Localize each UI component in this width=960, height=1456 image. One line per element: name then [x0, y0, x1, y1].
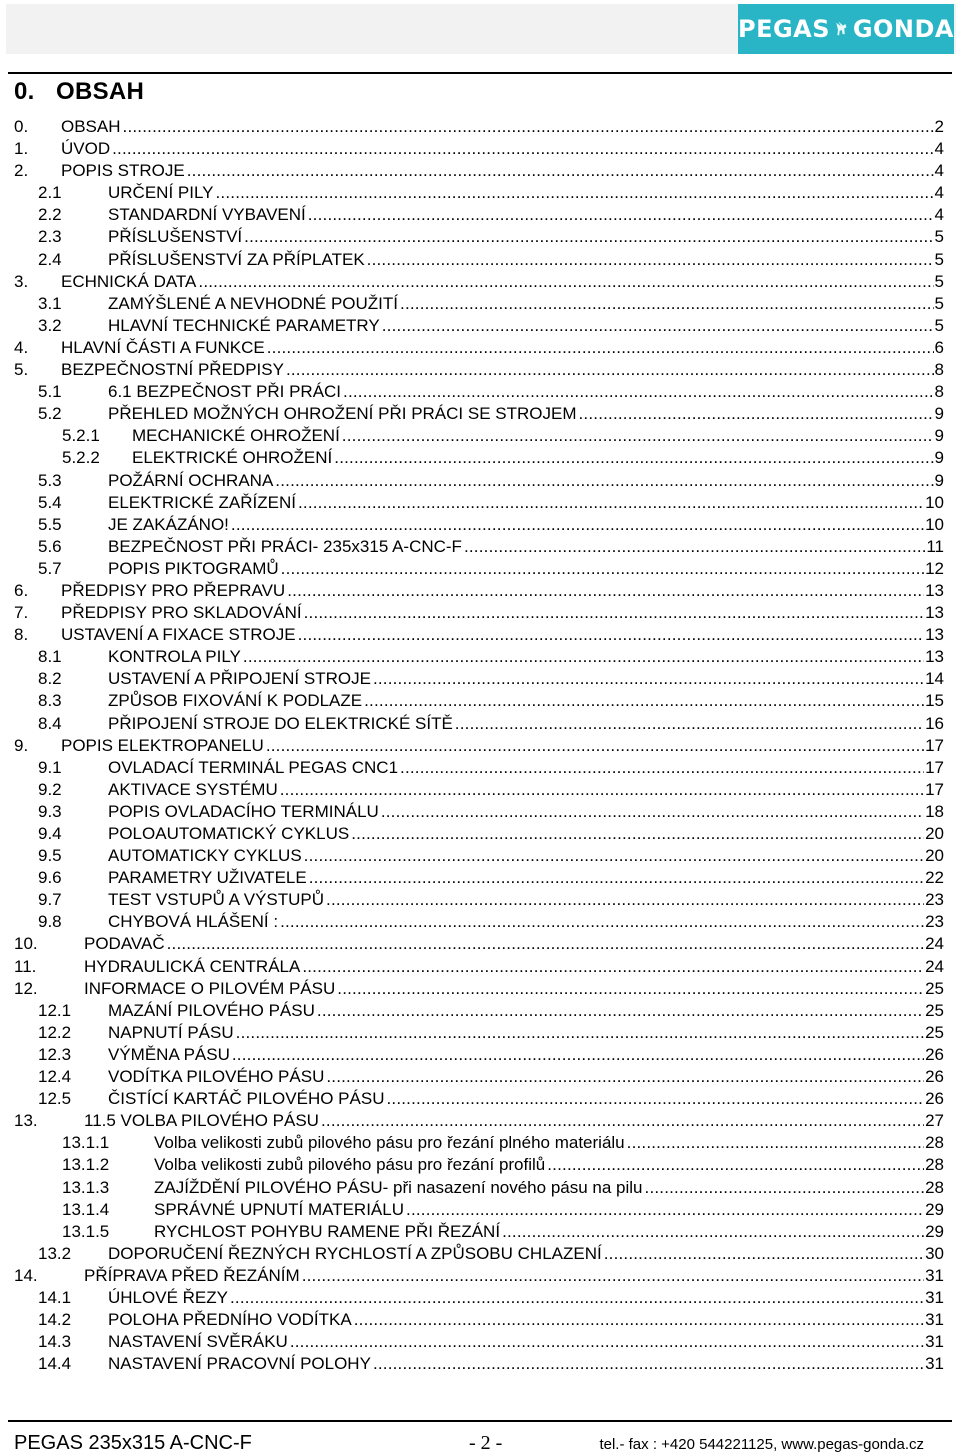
toc-entry-leader: [231, 514, 924, 536]
toc-entry[interactable]: [14, 1331, 944, 1353]
toc-entry-number: 5.2.1: [62, 426, 100, 446]
toc-entry-leader: [290, 1331, 924, 1353]
toc-entry-page: 11: [926, 536, 944, 556]
toc-entry[interactable]: [14, 249, 944, 271]
toc-entry-page: 13: [925, 580, 944, 600]
toc-entry-title: INFORMACE O PILOVÉM PÁSU: [84, 978, 336, 998]
title-rule: [8, 72, 952, 74]
toc-entry-leader: [280, 911, 924, 933]
page-title: [14, 78, 144, 106]
toc-entry[interactable]: [14, 1243, 944, 1265]
toc-entry-leader: [367, 249, 934, 271]
toc-entry[interactable]: [14, 1000, 944, 1022]
toc-entry-title: HLAVNÍ ČÁSTI A FUNKCE: [61, 337, 265, 357]
toc-entry-title: BEZPEČNOSTNÍ PŘEDPISY: [61, 360, 284, 380]
toc-entry-title: PODAVAČ: [84, 934, 165, 954]
toc-entry-page: 4: [934, 205, 944, 225]
toc-entry-leader: [275, 470, 933, 492]
toc-entry-leader: [334, 447, 933, 469]
toc-entry-number: 8.4: [38, 713, 62, 733]
toc-entry-leader: [627, 1132, 924, 1154]
toc-entry[interactable]: [14, 845, 944, 867]
toc-entry[interactable]: [14, 801, 944, 823]
toc-entry[interactable]: [14, 1022, 944, 1044]
toc-entry-title: POLOAUTOMATICKÝ CYKLUS: [108, 824, 350, 843]
toc-entry-title: NASTAVENÍ SVĚRÁKU: [108, 1332, 288, 1352]
toc-entry-number: 9.8: [38, 912, 62, 932]
toc-entry[interactable]: [14, 580, 944, 602]
toc-entry-page: 13: [925, 625, 944, 645]
toc-entry-title: ÚVOD: [61, 139, 111, 159]
toc-entry[interactable]: [14, 1353, 944, 1375]
toc-entry-title: VODÍTKA PILOVÉHO PÁSU: [108, 1067, 325, 1087]
toc-entry-title: PŘÍSLUŠENSTVÍ ZA PŘÍPLATEK: [108, 249, 365, 269]
toc-entry[interactable]: [14, 1154, 944, 1176]
toc-entry-page: 20: [925, 846, 944, 866]
toc-entry-leader: [236, 1022, 924, 1044]
toc-entry-page: 25: [925, 1022, 944, 1042]
footer-model: PEGAS 235x315 A-CNC-F: [14, 1432, 252, 1454]
toc-entry-number: 12.3: [38, 1044, 72, 1064]
toc-entry-number: 9.2: [38, 779, 62, 799]
toc-entry-page: 31: [925, 1287, 944, 1307]
toc-entry-number: 5.3: [38, 470, 62, 490]
toc-entry-number: 14.4: [38, 1354, 72, 1374]
toc-entry-title: Volba velikosti zubů pilového pásu pro řezání plného materiálu: [154, 1133, 625, 1153]
toc-entry-number: 13.: [14, 1111, 38, 1131]
toc-entry-page: 25: [925, 978, 944, 998]
toc-entry-title: PŘIPOJENÍ STROJE DO ELEKTRICKÉ SÍTĚ: [108, 713, 453, 733]
toc-entry-leader: [230, 1287, 924, 1309]
toc-entry-leader: [123, 116, 934, 138]
toc-entry-page: 24: [925, 956, 944, 976]
toc-entry-title: ECHNICKÁ DATA: [61, 271, 197, 291]
toc-entry-leader: [267, 337, 934, 359]
footer-rule: [8, 1420, 952, 1422]
toc-entry[interactable]: [14, 558, 944, 580]
toc-entry-page: 4: [934, 139, 944, 159]
toc-entry-number: 8.2: [38, 669, 62, 689]
toc-entry-number: 5.2.2: [62, 448, 100, 468]
toc-entry-leader: [317, 1000, 924, 1022]
toc-entry-page: 17: [925, 779, 944, 799]
toc-entry[interactable]: [14, 713, 944, 735]
toc-entry-page: 6: [934, 337, 944, 357]
toc-entry-number: 5.5: [38, 514, 62, 534]
toc-entry-number: 14.3: [38, 1332, 72, 1352]
toc-entry-title: POPIS ELEKTROPANELU: [61, 735, 264, 755]
toc-entry-leader: [351, 823, 924, 845]
toc-entry-page: 26: [925, 1044, 944, 1064]
toc-entry[interactable]: [14, 1044, 944, 1066]
toc-entry-page: 2: [934, 117, 944, 136]
toc-entry-title: Volba velikosti zubů pilového pásu pro řezání profilů: [154, 1155, 546, 1175]
toc-entry[interactable]: [14, 668, 944, 690]
toc-entry-page: 8: [934, 360, 944, 380]
toc-entry-title: HYDRAULICKÁ CENTRÁLA: [84, 956, 301, 976]
toc-entry-leader: [579, 403, 934, 425]
toc-entry-title: OVLADACÍ TERMINÁL PEGAS CNC1: [108, 757, 399, 777]
toc-entry[interactable]: [14, 1221, 944, 1243]
toc-entry-number: 2.1: [38, 183, 62, 203]
toc-entry-number: 12.2: [38, 1022, 72, 1042]
toc-entry[interactable]: [14, 293, 944, 315]
toc-entry-title: ZAMÝŠLENÉ A NEVHODNÉ POUŽITÍ: [108, 293, 399, 313]
toc-entry[interactable]: [14, 978, 944, 1000]
toc-entry-number: 7.: [14, 603, 29, 623]
footer-page-number: - 2 -: [469, 1432, 503, 1454]
toc-entry-page: 29: [925, 1221, 944, 1241]
toc-entry-page: 5: [934, 227, 944, 247]
toc-entry-number: 13.1.3: [62, 1177, 110, 1197]
toc-entry-page: 13: [925, 647, 944, 667]
toc-entry-title: AUTOMATICKY CYKLUS: [108, 846, 302, 866]
toc-entry-leader: [400, 293, 934, 315]
toc-entry-leader: [645, 1177, 925, 1199]
toc-entry-number: 8.1: [38, 647, 62, 667]
toc-entry[interactable]: [14, 779, 944, 801]
toc-entry-number: 8.3: [38, 691, 62, 711]
toc-entry[interactable]: [14, 757, 944, 779]
pegas-gonda-logo: [738, 4, 954, 54]
toc-entry-number: 1.: [14, 139, 29, 159]
toc-entry-leader: [298, 492, 924, 514]
toc-entry-title: JE ZAKÁZÁNO!: [108, 514, 229, 534]
toc-entry-leader: [382, 315, 934, 337]
toc-entry-title: POPIS STROJE: [61, 161, 185, 181]
toc-entry-number: 5.4: [38, 492, 62, 512]
toc-entry-leader: [455, 713, 924, 735]
toc-entry-leader: [304, 845, 924, 867]
logo-text-right: GONDA: [852, 15, 954, 43]
page-footer: [14, 1430, 924, 1456]
toc-entry-title: STANDARDNÍ VYBAVENÍ: [108, 205, 306, 225]
toc-entry-number: 2.4: [38, 249, 62, 269]
toc-entry-title: OBSAH: [61, 117, 121, 136]
toc-entry-leader: [287, 580, 924, 602]
toc-entry-title: NAPNUTÍ PÁSU: [108, 1022, 234, 1042]
toc-entry-title: PŘÍPRAVA PŘED ŘEZÁNÍM: [84, 1265, 300, 1285]
toc-entry-number: 9.: [14, 735, 29, 755]
toc-entry-page: 13: [925, 603, 944, 623]
toc-entry-title: MAZÁNÍ PILOVÉHO PÁSU: [108, 1000, 315, 1020]
toc-entry-page: 4: [934, 183, 944, 203]
toc-entry-title: ČISTÍCÍ KARTÁČ PILOVÉHO PÁSU: [108, 1089, 385, 1109]
toc-entry-page: 28: [925, 1177, 944, 1197]
toc-entry-page: 20: [925, 824, 944, 843]
toc-entry[interactable]: [14, 735, 944, 757]
toc-entry-title: URČENÍ PILY: [108, 183, 214, 203]
toc-entry-title: SPRÁVNÉ UPNUTÍ MATERIÁLU: [154, 1199, 405, 1219]
toc-entry-leader: [266, 735, 924, 757]
toc-entry[interactable]: [14, 1199, 944, 1221]
footer-contact: tel.- fax : +420 544221125, www.pegas-gonda.cz: [599, 1436, 924, 1453]
toc-entry[interactable]: [14, 911, 944, 933]
toc-entry[interactable]: [14, 602, 944, 624]
toc-entry-number: 3.2: [38, 315, 62, 335]
toc-entry-title: HLAVNÍ TECHNICKÉ PARAMETRY: [108, 315, 380, 335]
toc-entry-leader: [381, 801, 924, 823]
toc-entry-page: 31: [925, 1310, 944, 1330]
toc-entry-leader: [187, 160, 934, 182]
toc-entry-page: 9: [934, 404, 944, 424]
toc-entry-leader: [373, 1353, 924, 1375]
toc-entry-leader: [309, 867, 924, 889]
toc-entry[interactable]: [14, 1066, 944, 1088]
toc-entry-leader: [112, 138, 933, 160]
toc-entry-title: POŽÁRNÍ OCHRANA: [108, 470, 274, 490]
toc-entry[interactable]: [14, 182, 944, 204]
logo-text-left: PEGAS: [738, 15, 831, 43]
toc-entry-number: 12.5: [38, 1089, 72, 1109]
toc-entry-title: ELEKTRICKÉ ZAŘÍZENÍ: [108, 492, 296, 512]
toc-entry[interactable]: [14, 403, 944, 425]
toc-entry-page: 5: [934, 249, 944, 269]
toc-entry[interactable]: [14, 514, 944, 536]
toc-entry-title: KONTROLA PILY: [108, 647, 241, 667]
toc-entry-title: BEZPEČNOST PŘI PRÁCI- 235x315 A-CNC-F: [108, 536, 462, 556]
toc-entry-leader: [400, 757, 924, 779]
toc-entry[interactable]: [14, 226, 944, 248]
toc-entry[interactable]: [14, 933, 944, 955]
toc-entry-page: 8: [934, 382, 944, 402]
toc-entry-title: PARAMETRY UŽIVATELE: [108, 868, 307, 888]
toc-entry-leader: [167, 933, 924, 955]
toc-entry-number: 13.1.5: [62, 1221, 110, 1241]
toc-entry-page: 9: [934, 426, 944, 446]
toc-entry-number: 9.4: [38, 824, 62, 843]
toc-entry-leader: [302, 956, 924, 978]
toc-entry-number: 13.2: [38, 1243, 72, 1263]
page-title-number: 0.: [14, 78, 35, 105]
toc-entry-number: 12.: [14, 978, 38, 998]
toc-entry-leader: [337, 978, 924, 1000]
toc-entry-page: 28: [925, 1155, 944, 1175]
toc-entry[interactable]: [14, 1265, 944, 1287]
toc-entry-title: ZPŮSOB FIXOVÁNÍ K PODLAZE: [108, 691, 363, 711]
toc-entry[interactable]: [14, 1110, 944, 1132]
toc-entry-title: TEST VSTUPŮ A VÝSTUPŮ: [108, 890, 325, 910]
toc-entry-page: 22: [925, 868, 944, 888]
toc-entry-number: 6.: [14, 580, 29, 600]
toc-entry-title: POLOHA PŘEDNÍHO VODÍTKA: [108, 1310, 352, 1330]
toc-entry-page: 29: [925, 1199, 944, 1219]
toc-entry-title: PŘEDPISY PRO PŘEPRAVU: [61, 580, 286, 600]
toc-entry-number: 5.1: [38, 382, 62, 402]
toc-entry-number: 8.: [14, 625, 29, 645]
toc-entry-leader: [406, 1199, 924, 1221]
toc-entry[interactable]: [14, 1309, 944, 1331]
toc-entry-page: 5: [934, 293, 944, 313]
toc-entry[interactable]: [14, 447, 944, 469]
toc-entry-title: 11.5 VOLBA PILOVÉHO PÁSU: [84, 1111, 319, 1131]
toc-entry-leader: [302, 1265, 924, 1287]
toc-entry-title: POPIS OVLADACÍHO TERMINÁLU: [108, 801, 379, 821]
table-of-contents: [14, 116, 944, 1375]
toc-entry-leader: [286, 359, 934, 381]
toc-entry[interactable]: [14, 1132, 944, 1154]
toc-entry[interactable]: [14, 646, 944, 668]
toc-entry-page: 27: [925, 1111, 944, 1131]
toc-entry-page: 12: [925, 558, 944, 578]
toc-entry-leader: [354, 1309, 924, 1331]
toc-entry-page: 4: [934, 161, 944, 181]
toc-entry[interactable]: [14, 1088, 944, 1110]
toc-entry-title: NASTAVENÍ PRACOVNÍ POLOHY: [108, 1354, 371, 1374]
toc-entry-number: 14.: [14, 1265, 38, 1285]
toc-entry[interactable]: [14, 1287, 944, 1309]
toc-entry-page: 10: [925, 492, 944, 512]
toc-entry-leader: [232, 1044, 924, 1066]
toc-entry-title: PŘEHLED MOŽNÝCH OHROŽENÍ PŘI PRÁCI SE STROJEM: [108, 404, 577, 424]
toc-entry-number: 13.1.4: [62, 1199, 110, 1219]
toc-entry-title: USTAVENÍ A PŘIPOJENÍ STROJE: [108, 669, 371, 689]
toc-entry[interactable]: [14, 116, 944, 138]
toc-entry-number: 4.: [14, 337, 29, 357]
toc-entry-title: ELEKTRICKÉ OHROŽENÍ: [132, 448, 333, 468]
toc-entry-leader: [243, 646, 924, 668]
toc-entry-title: PŘÍSLUŠENSTVÍ: [108, 227, 243, 247]
toc-entry[interactable]: [14, 359, 944, 381]
toc-entry[interactable]: [14, 492, 944, 514]
toc-entry[interactable]: [14, 204, 944, 226]
toc-entry-page: 5: [934, 315, 944, 335]
toc-entry-title: CHYBOVÁ HLÁŠENÍ :: [108, 912, 279, 932]
toc-entry[interactable]: [14, 425, 944, 447]
toc-entry-number: 13.1.2: [62, 1155, 110, 1175]
toc-entry-number: 0.: [14, 117, 29, 136]
toc-entry-page: 18: [925, 801, 944, 821]
toc-entry-number: 5.: [14, 360, 29, 380]
toc-entry-leader: [198, 271, 933, 293]
toc-entry-number: 9.6: [38, 868, 62, 888]
toc-entry[interactable]: [14, 381, 944, 403]
toc-entry-leader: [244, 226, 933, 248]
toc-entry-number: 2.2: [38, 205, 62, 225]
toc-entry-title: 6.1 BEZPEČNOST PŘI PRÁCI: [108, 382, 342, 402]
toc-entry[interactable]: [14, 315, 944, 337]
toc-entry-page: 23: [925, 912, 944, 932]
toc-entry-page: 26: [925, 1089, 944, 1109]
toc-entry[interactable]: [14, 889, 944, 911]
toc-entry-page: 9: [934, 448, 944, 468]
toc-entry-leader: [386, 1088, 924, 1110]
toc-entry-leader: [464, 536, 925, 558]
toc-entry[interactable]: [14, 337, 944, 359]
toc-entry-leader: [364, 690, 924, 712]
toc-entry-leader: [326, 889, 924, 911]
toc-entry-page: 16: [925, 713, 944, 733]
toc-entry-page: 15: [925, 691, 944, 711]
toc-entry[interactable]: [14, 690, 944, 712]
toc-entry-title: PŘEDPISY PRO SKLADOVÁNÍ: [61, 603, 302, 623]
toc-entry-title: VÝMĚNA PÁSU: [108, 1044, 230, 1064]
toc-entry[interactable]: [14, 160, 944, 182]
toc-entry-title: AKTIVACE SYSTÉMU: [108, 779, 278, 799]
toc-entry-title: ZAJÍŽDĚNÍ PILOVÉHO PÁSU- při nasazení nového pásu na pilu: [154, 1177, 643, 1197]
toc-entry-number: 9.3: [38, 801, 62, 821]
pegasus-icon: [834, 14, 849, 44]
toc-entry-number: 10.: [14, 934, 38, 954]
toc-entry-page: 23: [925, 890, 944, 910]
toc-entry-leader: [280, 779, 924, 801]
toc-entry-leader: [304, 602, 924, 624]
toc-entry-number: 12.4: [38, 1067, 72, 1087]
toc-entry[interactable]: [14, 138, 944, 160]
toc-entry[interactable]: [14, 624, 944, 646]
toc-entry-title: MECHANICKÉ OHROŽENÍ: [132, 426, 340, 446]
toc-entry-number: 5.7: [38, 558, 62, 578]
toc-entry-leader: [308, 204, 934, 226]
toc-entry-title: USTAVENÍ A FIXACE STROJE: [61, 625, 296, 645]
toc-entry[interactable]: [14, 470, 944, 492]
toc-entry-page: 5: [934, 271, 944, 291]
toc-entry-leader: [343, 381, 934, 403]
toc-entry-number: 9.5: [38, 846, 62, 866]
toc-entry[interactable]: [14, 271, 944, 293]
toc-entry-leader: [321, 1110, 924, 1132]
toc-entry-title: DOPORUČENÍ ŘEZNÝCH RYCHLOSTÍ A ZPŮSOBU CHLAZENÍ: [108, 1243, 602, 1263]
toc-entry[interactable]: [14, 867, 944, 889]
toc-entry-page: 14: [925, 669, 944, 689]
toc-entry-leader: [281, 558, 924, 580]
toc-entry-page: 25: [925, 1000, 944, 1020]
toc-entry[interactable]: [14, 536, 944, 558]
toc-entry-number: 9.7: [38, 890, 62, 910]
toc-entry-leader: [547, 1154, 924, 1176]
toc-entry-number: 2.3: [38, 227, 62, 247]
toc-entry-number: 3.1: [38, 293, 62, 313]
page-title-text: OBSAH: [56, 78, 145, 105]
toc-entry-number: 11.: [14, 956, 37, 976]
toc-entry[interactable]: [14, 1177, 944, 1199]
toc-entry-number: 14.2: [38, 1310, 72, 1330]
toc-entry-page: 10: [925, 514, 944, 534]
toc-entry-number: 3.: [14, 271, 29, 291]
toc-entry[interactable]: [14, 823, 944, 845]
toc-entry-number: 9.1: [38, 757, 62, 777]
toc-entry-number: 12.1: [38, 1000, 72, 1020]
toc-entry-page: 31: [925, 1354, 944, 1374]
toc-entry-leader: [298, 624, 924, 646]
toc-entry-title: RYCHLOST POHYBU RAMENE PŘI ŘEZÁNÍ: [154, 1221, 501, 1241]
toc-entry-leader: [326, 1066, 924, 1088]
toc-entry-page: 26: [925, 1067, 944, 1087]
toc-entry-number: 2.: [14, 161, 29, 181]
toc-entry-leader: [216, 182, 934, 204]
toc-entry-page: 31: [925, 1332, 944, 1352]
toc-entry-number: 14.1: [38, 1287, 72, 1307]
toc-entry-page: 31: [925, 1265, 944, 1285]
toc-entry-page: 17: [925, 735, 944, 755]
toc-entry-leader: [604, 1243, 924, 1265]
toc-entry-title: ÚHLOVÉ ŘEZY: [108, 1287, 228, 1307]
toc-entry-number: 5.6: [38, 536, 62, 556]
toc-entry-page: 28: [925, 1133, 944, 1153]
toc-entry-page: 24: [925, 934, 944, 954]
toc-entry-leader: [373, 668, 924, 690]
toc-entry-leader: [502, 1221, 924, 1243]
toc-entry[interactable]: [14, 956, 944, 978]
toc-entry-page: 9: [934, 470, 944, 490]
toc-entry-page: 17: [925, 757, 944, 777]
toc-entry-number: 5.2: [38, 404, 62, 424]
toc-entry-number: 13.1.1: [62, 1133, 110, 1153]
toc-entry-title: POPIS PIKTOGRAMŮ: [108, 558, 279, 578]
toc-entry-leader: [342, 425, 934, 447]
toc-entry-page: 30: [925, 1243, 944, 1263]
